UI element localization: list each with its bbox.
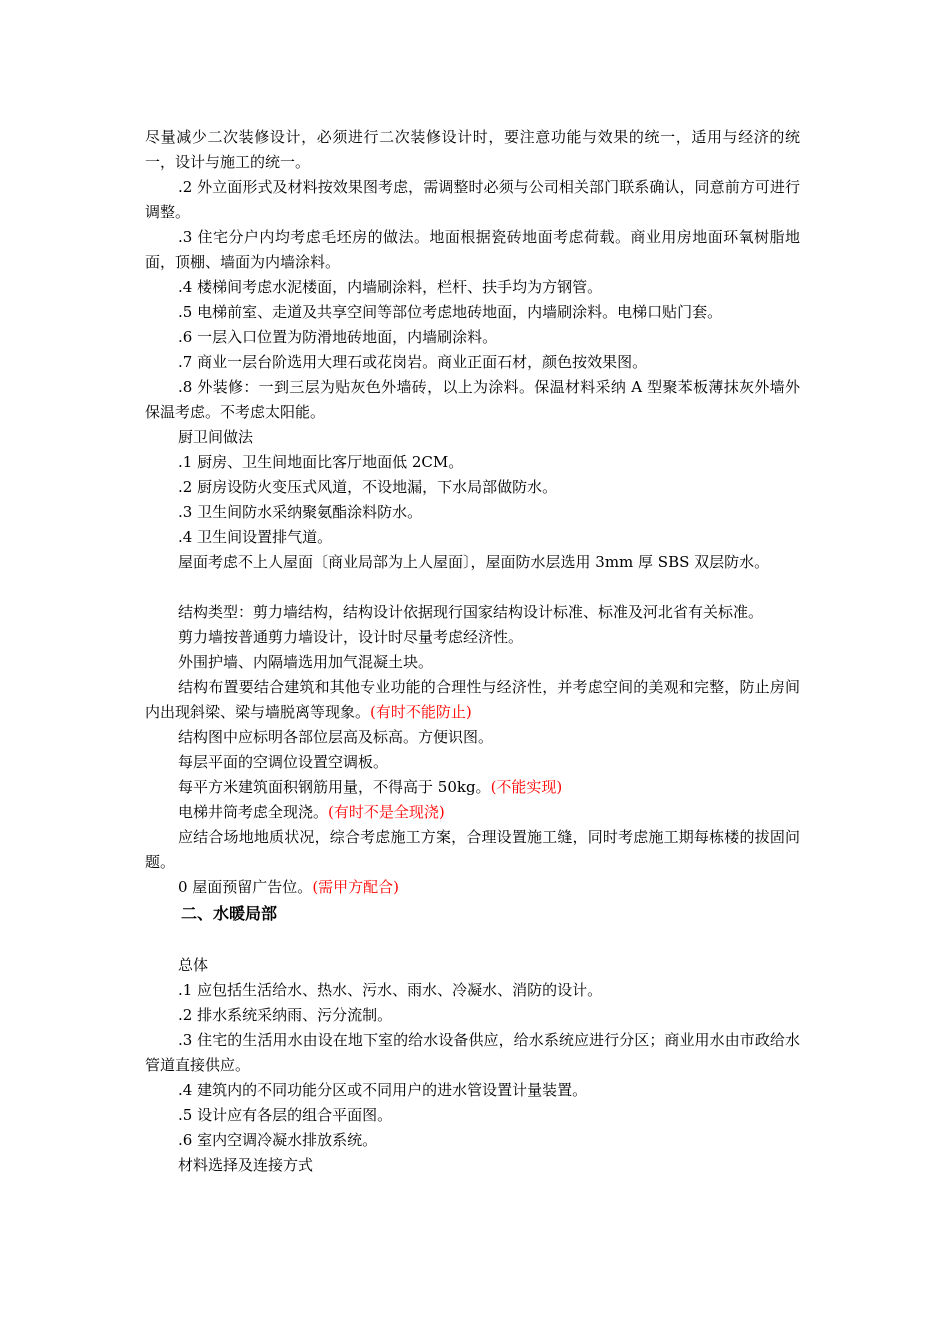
blank-line (145, 928, 800, 953)
paragraph: 屋面考虑不上人屋面〔商业局部为上人屋面〕，屋面防水层选用 3mm 厚 SBS 双层防水。 (178, 553, 770, 571)
paragraph: 结构图中应标明各部位层高及标高。方便识图。 (178, 728, 494, 746)
paragraph: .2 厨房设防火变压式风道，不设地漏，下水局部做防水。 (178, 478, 558, 496)
paragraph: .3 住宅分户内均考虑毛坯房的做法。地面根据瓷砖地面考虑荷载。商业用房地面环氧树脂地面，顶棚、墙面为内墙涂料。 (145, 228, 800, 271)
paragraph: 外围护墙、内隔墙选用加气混凝土块。 (178, 653, 434, 671)
paragraph: .4 楼梯间考虑水泥楼面，内墙刷涂料，栏杆、扶手均为方钢管。 (178, 278, 603, 296)
paragraph: .3 住宅的生活用水由设在地下室的给水设备供应，给水系统应进行分区；商业用水由市政给水管道直接供应。 (145, 1031, 800, 1074)
paragraph-text: 每平方米建筑面积钢筋用量，不得高于 50kg。 (178, 778, 491, 796)
paragraph: 每层平面的空调位设置空调板。 (178, 753, 389, 771)
paragraph-text: 电梯井筒考虑全现浇。 (178, 803, 329, 821)
red-note: (有时不是全现浇) (328, 803, 445, 821)
red-note: (需甲方配合) (312, 878, 400, 896)
paragraph: 应结合场地地质状况，综合考虑施工方案，合理设置施工缝，同时考虑施工期每栋楼的拔固问题。 (145, 828, 800, 871)
paragraph: .1 厨房、卫生间地面比客厅地面低 2CM。 (178, 453, 464, 471)
paragraph: .2 排水系统采纳雨、污分流制。 (178, 1006, 393, 1024)
paragraph: .5 电梯前室、走道及共享空间等部位考虑地砖地面，内墙刷涂料。电梯口贴门套。 (178, 303, 723, 321)
paragraph: .6 一层入口位置为防滑地砖地面，内墙刷涂料。 (178, 328, 498, 346)
paragraph: 结构类型：剪力墙结构，结构设计依据现行国家结构设计标准、标准及河北省有关标准。 (178, 603, 764, 621)
document-body (145, 125, 800, 1178)
blank-line (145, 575, 800, 600)
paragraph-text: 0 屋面预留广告位。 (178, 878, 313, 896)
paragraph: 尽量减少二次装修设计，必须进行二次装修设计时，要注意功能与效果的统一，适用与经济的统一，设计与施工的统一。 (145, 128, 800, 171)
paragraph: .1 应包括生活给水、热水、污水、雨水、冷凝水、消防的设计。 (178, 981, 603, 999)
paragraph (145, 800, 800, 825)
subsection-title: 厨卫间做法 (178, 428, 254, 446)
subsection-title: 总体 (178, 956, 209, 974)
paragraph: .2 外立面形式及材料按效果图考虑，需调整时必须与公司相关部门联系确认，同意前方可进行调整。 (145, 178, 800, 221)
subsection-title: 材料选择及连接方式 (178, 1156, 314, 1174)
red-note: (有时不能防止) (370, 703, 472, 721)
paragraph: .4 建筑内的不同功能分区或不同用户的进水管设置计量装置。 (178, 1081, 588, 1099)
paragraph: .6 室内空调冷凝水排放系统。 (178, 1131, 378, 1149)
paragraph: .4 卫生间设置排气道。 (178, 528, 333, 546)
paragraph: .3 卫生间防水采纳聚氨酯涂料防水。 (178, 503, 423, 521)
paragraph (145, 775, 800, 800)
paragraph (145, 875, 800, 900)
paragraph: .7 商业一层台阶选用大理石或花岗岩。商业正面石材，颜色按效果图。 (178, 353, 648, 371)
paragraph-text: 结构布置要结合建筑和其他专业功能的合理性与经济性，并考虑空间的美观和完整，防止房间内出现斜梁、梁与墙脱离等现象。 (145, 678, 800, 721)
paragraph (145, 675, 800, 725)
paragraph: .5 设计应有各层的组合平面图。 (178, 1106, 393, 1124)
red-note: (不能实现) (490, 778, 563, 796)
paragraph: 剪力墙按普通剪力墙设计，设计时尽量考虑经济性。 (178, 628, 524, 646)
section-heading: 二、水暖局部 (181, 904, 278, 923)
paragraph: .8 外装修：一到三层为贴灰色外墙砖，以上为涂料。保温材料采纳 A 型聚苯板薄抹灰外墙外保温考虑。不考虑太阳能。 (145, 378, 800, 421)
